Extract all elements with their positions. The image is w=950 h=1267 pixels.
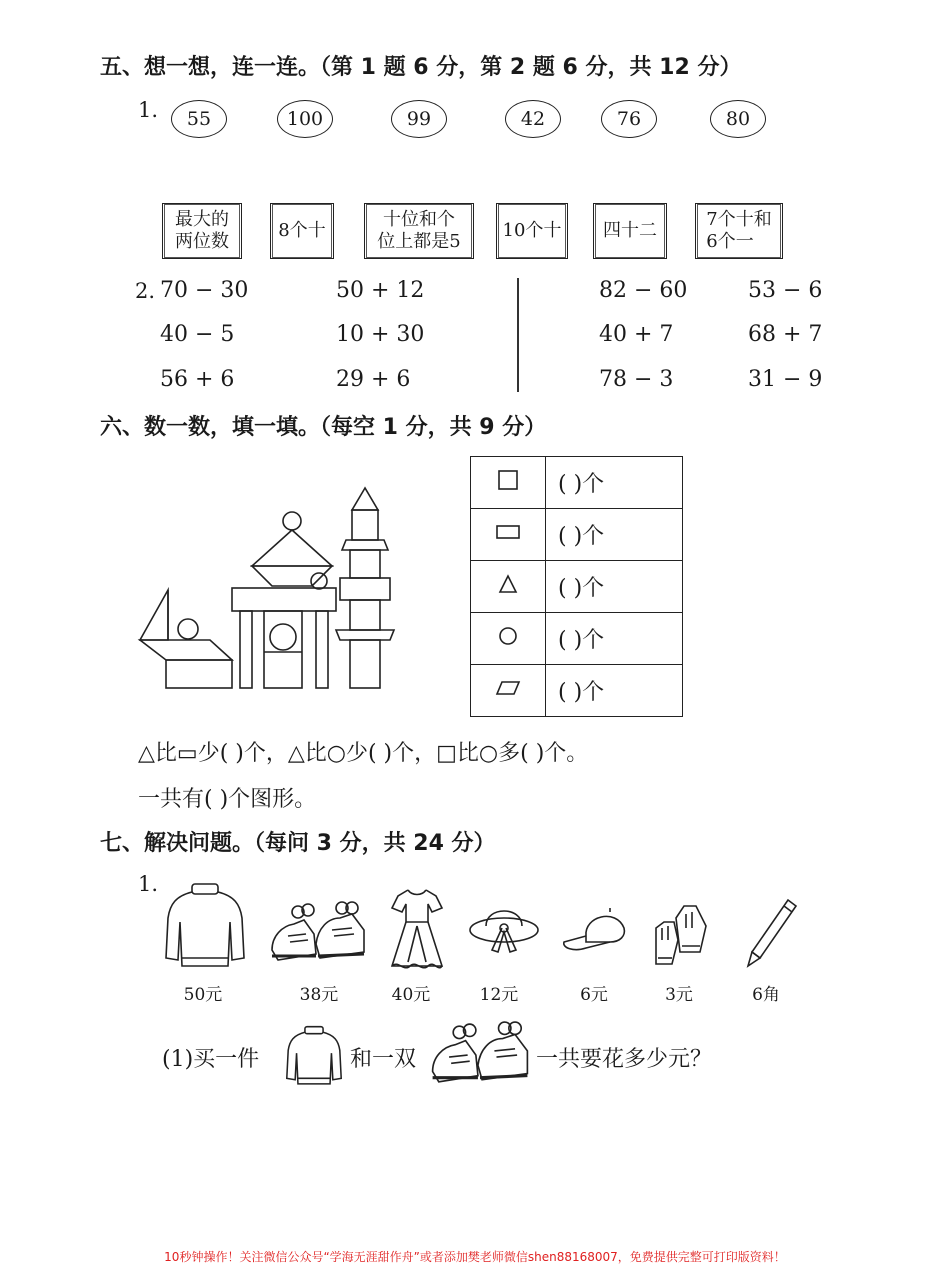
expr-l-2-1: 40 − 5 <box>160 322 235 347</box>
price-cap: 6元 <box>580 985 608 1005</box>
price-hat: 12元 <box>479 985 519 1005</box>
count-blank-parallelogram[interactable]: ( )个 <box>546 665 683 717</box>
blocks-illustration <box>130 480 400 695</box>
desc-box-4-line1: 10个十 <box>502 220 562 241</box>
divider-line <box>517 278 519 392</box>
table-row <box>471 613 683 665</box>
price-sweater: 50元 <box>183 985 223 1005</box>
expr-l-3-1: 56 + 6 <box>160 367 235 392</box>
desc-box-1 <box>162 203 242 259</box>
price-pencil: 6角 <box>752 985 780 1005</box>
desc-box-2 <box>270 203 334 259</box>
number-oval-4: 42 <box>505 100 561 138</box>
total-line: 一共有( )个图形。 <box>138 787 317 812</box>
rectangle-icon <box>471 509 546 561</box>
desc-box-6-line2: 6个一 <box>706 231 754 252</box>
count-blank-rectangle[interactable]: ( )个 <box>546 509 683 561</box>
table-row <box>471 457 683 509</box>
hat-icon <box>466 900 542 960</box>
count-table <box>470 456 683 717</box>
expr-r-3-2: 31 − 9 <box>748 367 823 392</box>
price-dress: 40元 <box>391 985 431 1005</box>
desc-box-1-line1: 最大的 <box>175 209 229 230</box>
number-oval-6: 80 <box>710 100 766 138</box>
desc-box-2-line1: 8个十 <box>278 220 326 241</box>
cap-icon <box>560 906 632 956</box>
number-oval-5: 76 <box>601 100 657 138</box>
pencil-icon <box>744 896 800 968</box>
sub1-mid: 和一双 <box>350 1047 417 1072</box>
number-oval-2: 100 <box>277 100 333 138</box>
section5-title: 五、想一想，连一连。（第 1 题 6 分，第 2 题 6 分，共 12 分） <box>100 55 742 80</box>
expr-r-2-2: 68 + 7 <box>748 322 823 347</box>
compare-line: △比▭少( )个，△比○少( )个，□比○多( )个。 <box>138 741 589 766</box>
sub1-prefix: (1)买一件 <box>162 1047 260 1072</box>
number-oval-1: 55 <box>171 100 227 138</box>
price-shoes: 38元 <box>299 985 339 1005</box>
desc-box-4 <box>496 203 568 259</box>
expr-r-2-1: 40 + 7 <box>599 322 674 347</box>
footer-promo: 10秒钟操作！关注微信公众号“学海无涯甜作舟”或者添加樊老师微信shen88168007，免费提供完整可打印版资料！ <box>164 1250 786 1264</box>
table-row <box>471 665 683 717</box>
expr-l-3-2: 29 + 6 <box>336 367 411 392</box>
count-blank-square[interactable]: ( )个 <box>546 457 683 509</box>
gloves-icon <box>650 900 714 970</box>
dress-icon <box>384 886 450 972</box>
parallelogram-icon <box>471 665 546 717</box>
expr-r-1-2: 53 − 6 <box>748 278 823 303</box>
q2-label: 2. <box>135 279 156 303</box>
sweater-icon <box>284 1024 344 1088</box>
number-oval-3: 99 <box>391 100 447 138</box>
desc-box-6 <box>695 203 783 259</box>
q1-label: 1. <box>138 98 159 122</box>
sub1-suffix: 一共要花多少元？ <box>536 1047 713 1072</box>
table-row <box>471 561 683 613</box>
desc-box-3-line2: 位上都是5 <box>377 231 461 252</box>
expr-l-2-2: 10 + 30 <box>336 322 425 347</box>
square-icon <box>471 457 546 509</box>
desc-box-3 <box>364 203 474 259</box>
section6-title: 六、数一数，填一填。（每空 1 分，共 9 分） <box>100 415 547 440</box>
desc-box-5 <box>593 203 667 259</box>
section7-title: 七、解决问题。（每问 3 分，共 24 分） <box>100 831 496 856</box>
expr-r-1-1: 82 − 60 <box>599 278 688 303</box>
count-blank-triangle[interactable]: ( )个 <box>546 561 683 613</box>
q7-1-label: 1. <box>138 872 159 896</box>
triangle-icon <box>471 561 546 613</box>
shoes-icon <box>428 1020 532 1088</box>
circle-icon <box>471 613 546 665</box>
desc-box-6-line1: 7个十和 <box>706 209 772 230</box>
desc-box-3-line1: 十位和个 <box>382 209 455 230</box>
expr-l-1-2: 50 + 12 <box>336 278 425 303</box>
expr-l-1-1: 70 − 30 <box>160 278 249 303</box>
desc-box-5-line1: 四十二 <box>603 220 657 241</box>
shoes-icon <box>268 900 368 966</box>
price-gloves: 3元 <box>665 985 693 1005</box>
sweater-icon <box>162 882 248 970</box>
desc-box-1-line2: 两位数 <box>175 231 229 252</box>
table-row <box>471 509 683 561</box>
count-blank-circle[interactable]: ( )个 <box>546 613 683 665</box>
expr-r-3-1: 78 − 3 <box>599 367 674 392</box>
